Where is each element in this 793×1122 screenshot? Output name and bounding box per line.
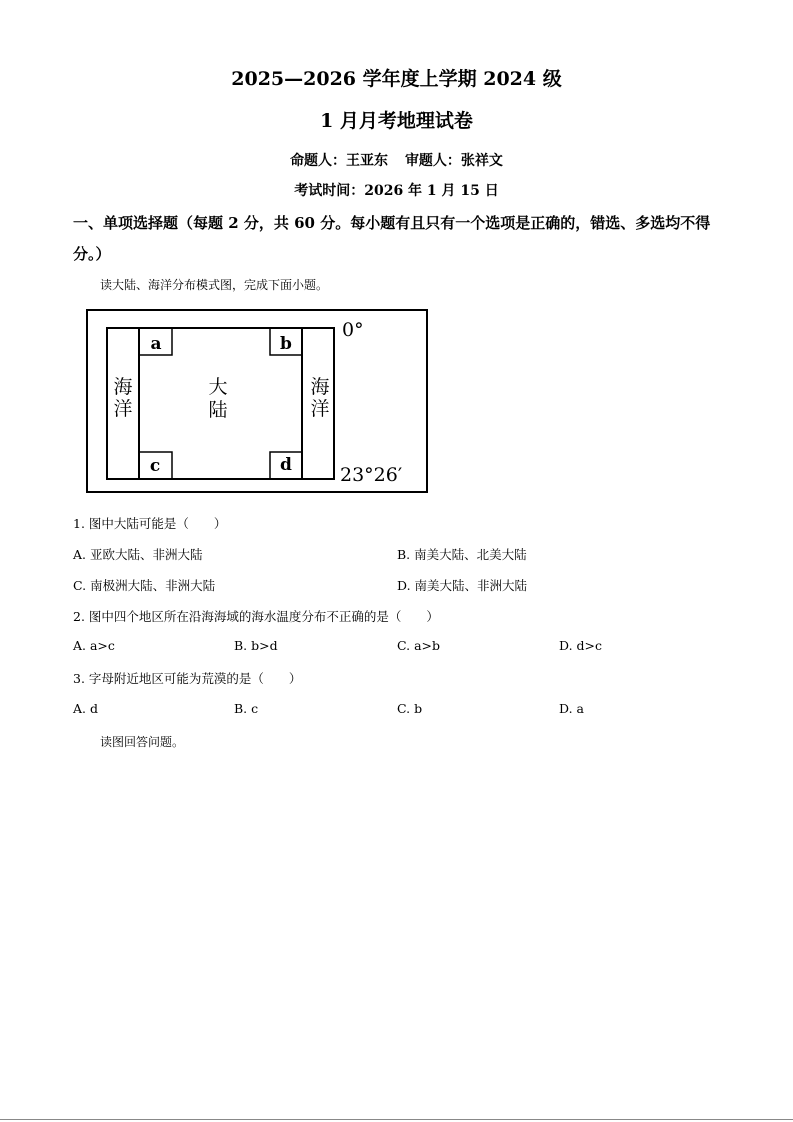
intro-text: 读大陆、海洋分布模式图，完成下面小题。 <box>100 278 329 292</box>
intro-text-2: 读图回答问题。 <box>100 735 185 749</box>
right-ocean-char2: 洋 <box>310 398 330 420</box>
page-bottom-rule <box>0 1119 793 1120</box>
q1-option-a: A. 亚欧大陆、非洲大陆 <box>73 547 203 562</box>
label-d: d <box>280 455 292 475</box>
q3-option-c: C. b <box>397 701 423 716</box>
q2-option-a: A. a>c <box>73 638 115 653</box>
continent-ocean-diagram <box>86 309 428 494</box>
exam-time: 考试时间：2026 年 1 月 15 日 <box>294 183 499 199</box>
left-ocean-char2: 洋 <box>113 398 133 420</box>
q3-option-b: B. c <box>234 701 259 716</box>
question-stem: 图中大陆可能是（ ） <box>88 516 227 531</box>
q2-option-b: B. b>d <box>234 638 278 653</box>
exam-title-line2: 1 月月考地理试卷 <box>320 110 473 132</box>
latitude-bottom: 23°26′ <box>340 464 403 486</box>
question-number: 2. <box>73 609 85 624</box>
question-number: 3. <box>73 671 85 686</box>
q2-option-d: D. d>c <box>559 638 602 653</box>
question-1 <box>73 514 226 532</box>
question-stem: 图中四个地区所在沿海海域的海水温度分布不正确的是（ ） <box>88 609 439 624</box>
q3-option-d: D. a <box>559 701 584 716</box>
exam-title-line1: 2025—2026 学年度上学期 2024 级 <box>231 68 562 90</box>
continent-char1: 大 <box>208 376 228 398</box>
label-a: a <box>150 334 162 354</box>
latitude-top: 0° <box>342 319 364 341</box>
q1-option-c: C. 南极洲大陆、非洲大陆 <box>73 578 216 593</box>
section-heading: 一、单项选择题（每题 2 分，共 60 分。每小题有且只有一个选项是正确的，错选、多选均不得分。） <box>73 214 711 263</box>
right-ocean-char1: 海 <box>310 376 330 398</box>
label-b: b <box>280 334 292 354</box>
q3-option-a: A. d <box>73 701 98 716</box>
continent-char2: 陆 <box>208 399 228 421</box>
left-ocean-char1: 海 <box>113 376 133 398</box>
label-c: c <box>149 456 161 476</box>
question-number: 1. <box>73 516 85 531</box>
setter-label: 命题人：王亚东 <box>290 153 389 169</box>
q1-option-d: D. 南美大陆、非洲大陆 <box>397 578 528 593</box>
authors-line <box>0 150 793 170</box>
q2-option-c: C. a>b <box>397 638 440 653</box>
q1-option-b: B. 南美大陆、北美大陆 <box>397 547 527 562</box>
question-2 <box>73 607 439 625</box>
question-stem: 字母附近地区可能为荒漠的是（ ） <box>88 671 302 686</box>
question-3 <box>73 669 301 687</box>
reviewer-label: 审题人：张祥文 <box>404 153 503 169</box>
